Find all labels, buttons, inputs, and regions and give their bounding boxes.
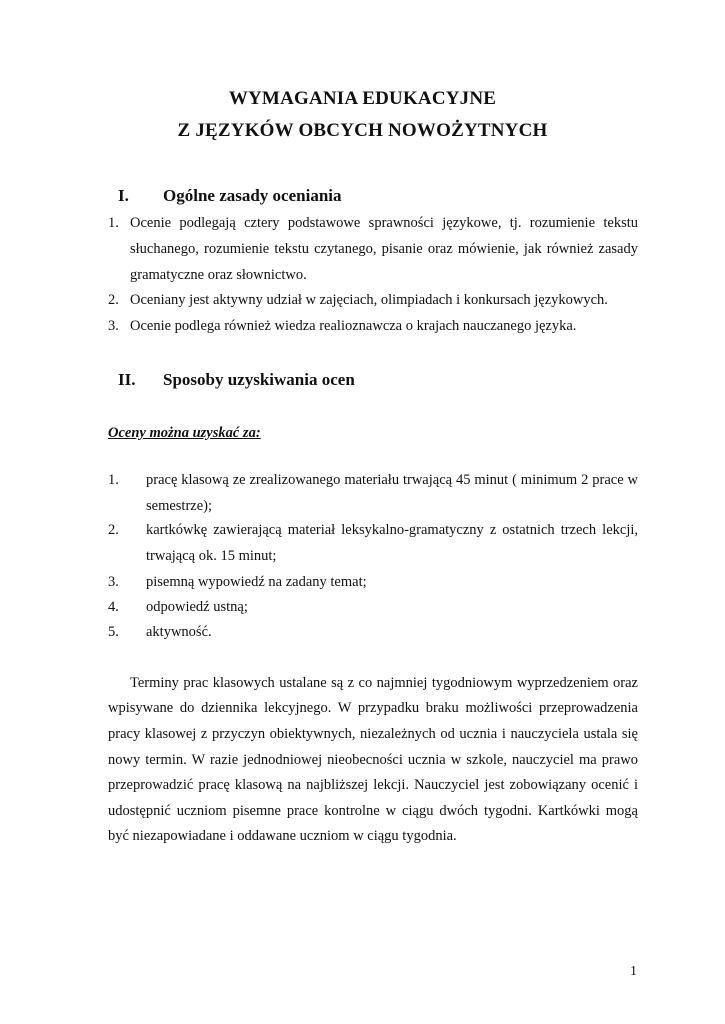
paragraph-line: być niezapowiadane i oddawane uczniom w ciągu tygodnia. — [108, 828, 457, 844]
grades-subheading: Oceny można uzyskać za: — [108, 425, 261, 441]
list-item-number: 4. — [108, 599, 119, 615]
list-item-line: Oceniany jest aktywny udział w zajęciach, olimpiadach i konkursach językowych. — [130, 292, 608, 308]
section-1-number: I. — [118, 186, 129, 205]
paragraph-line: przeprowadzić pracę klasową na najbliższej lekcji. Nauczyciel jest zobowiązany ocenić i — [108, 777, 638, 793]
list-item-line: słuchanego, rozumienie tekstu czytanego, pisanie oraz mówienie, jak również zasady — [130, 241, 638, 257]
section-1-heading — [118, 186, 342, 206]
list-item-line: aktywność. — [146, 624, 212, 640]
list-item-number: 3. — [108, 574, 119, 590]
list-item-line: Ocenie podlega również wiedza realioznawcza o krajach nauczanego języka. — [130, 318, 577, 334]
paragraph-line: pracy klasowej z przyczyn obiektywnych, niezależnych od ucznia i nauczyciela ustala się — [108, 726, 638, 742]
list-item-line: pracę klasową ze zrealizowanego materiału trwającą 45 minut ( minimum 2 prace w — [146, 472, 638, 488]
paragraph-line: Terminy prac klasowych ustalane są z co najmniej tygodniowym wyprzedzeniem oraz — [130, 675, 638, 691]
list-item-line: semestrze); — [146, 498, 213, 514]
list-item-line: pisemną wypowiedź na zadany temat; — [146, 574, 367, 590]
section-2-heading — [118, 370, 355, 390]
list-item-number: 2. — [108, 522, 119, 538]
list-item-line: trwającą ok. 15 minut; — [146, 548, 277, 564]
section-1-title: Ogólne zasady oceniania — [163, 186, 342, 205]
section-2-number: II. — [118, 370, 136, 389]
list-item-number: 5. — [108, 624, 119, 640]
list-item-line: kartkówkę zawierającą materiał leksykalno-gramatyczny z ostatnich trzech lekcji, — [146, 522, 638, 538]
page-number: 1 — [630, 964, 637, 979]
list-item-number: 2. — [108, 292, 119, 308]
paragraph-line: udostępnić uczniom pisemne prace kontrolne w ciągu dwóch tygodni. Kartkówki mogą — [108, 803, 638, 819]
list-item-number: 1. — [108, 472, 119, 488]
paragraph-line: wpisywane do dziennika lekcyjnego. W przypadku braku możliwości przeprowadzenia — [108, 700, 638, 716]
paragraph-line: nowy termin. W razie jednodniowej nieobecności ucznia w szkole, nauczyciel ma prawo — [108, 752, 638, 768]
list-item-number: 3. — [108, 318, 119, 334]
list-item-line: Ocenie podlegają cztery podstawowe sprawności językowe, tj. rozumienie tekstu — [130, 215, 638, 231]
list-item-line: gramatyczne oraz słownictwo. — [130, 267, 307, 283]
list-item-line: odpowiedź ustną; — [146, 599, 248, 615]
document-title-line-2: Z JĘZYKÓW OBCYCH NOWOŻYTNYCH — [177, 120, 548, 141]
document-title-line-1: WYMAGANIA EDUKACYJNE — [228, 88, 497, 109]
list-item-number: 1. — [108, 215, 119, 231]
section-2-title: Sposoby uzyskiwania ocen — [163, 370, 355, 389]
